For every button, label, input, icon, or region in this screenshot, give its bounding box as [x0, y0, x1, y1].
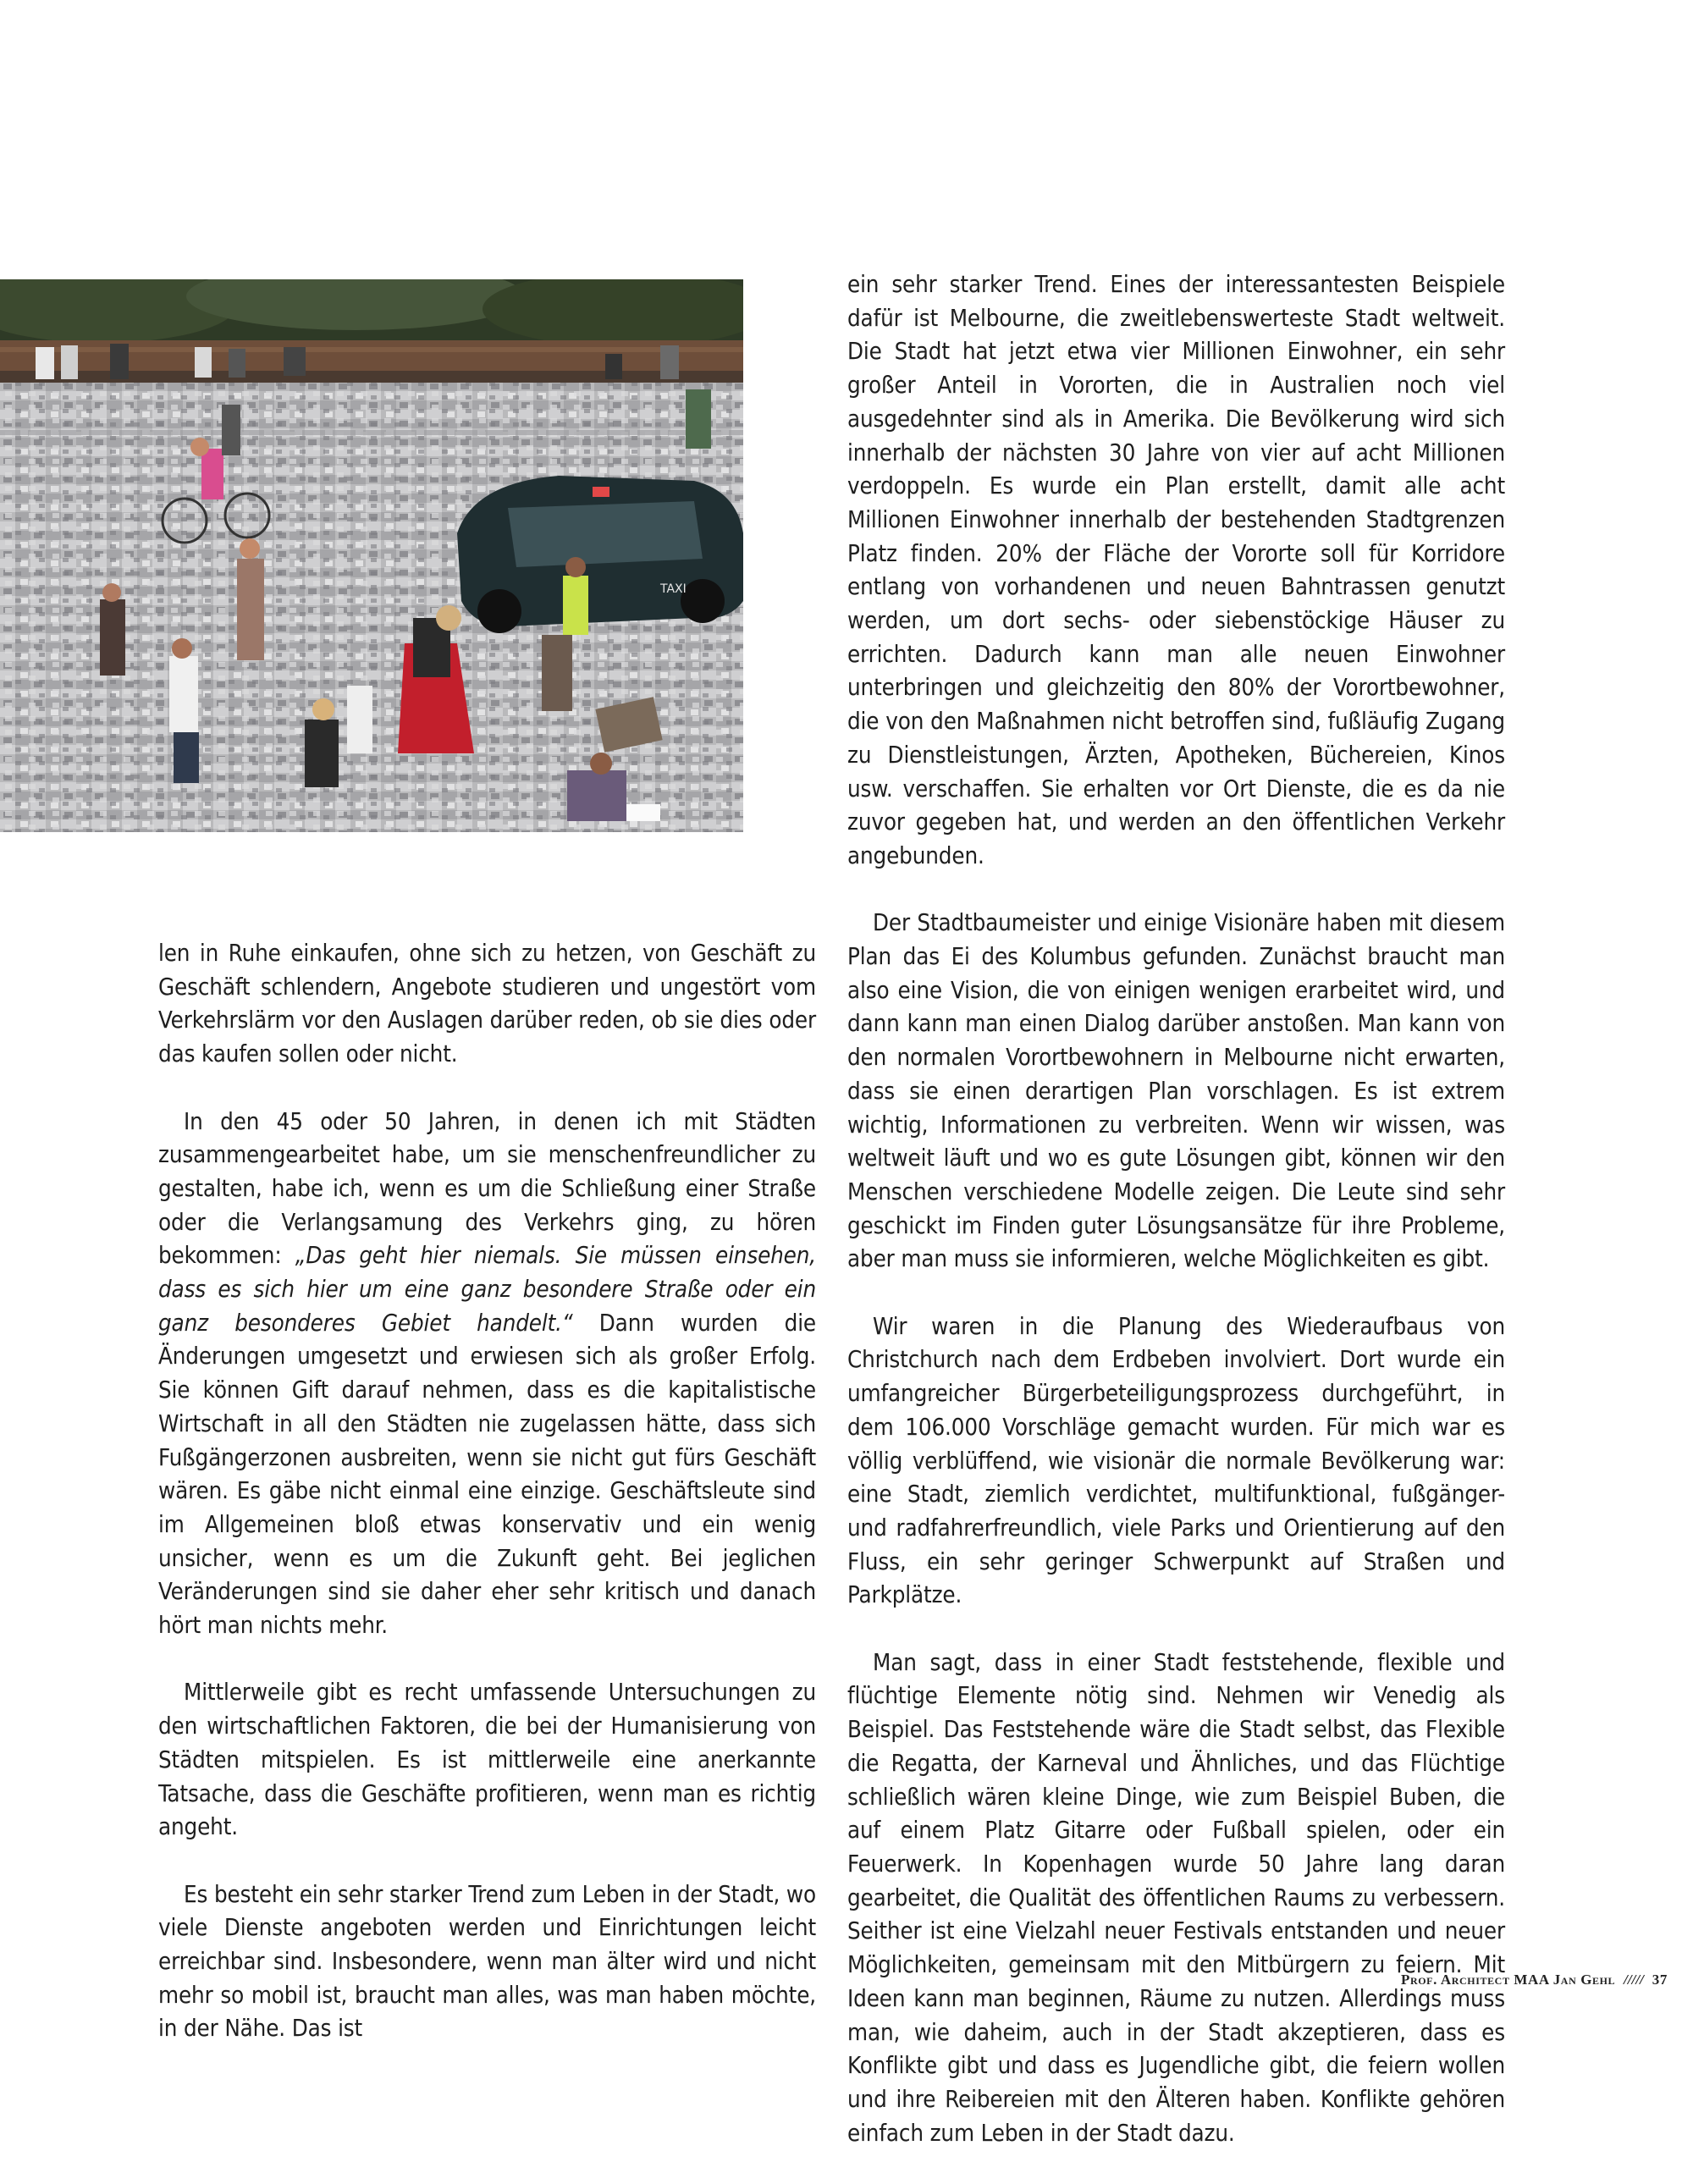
paragraph-text: Dann wurden die Änderungen umgesetzt und erwiesen sich als großer Erfolg. Sie können Gift darauf nehmen, dass es die kapitalistische Wirtschaft in all den Städten nie zugelassen hätte, dass sich Fußgängerzonen ausbreiten, wenn sie nicht gut fürs Geschäft wären. Es gäbe nicht einmal eine einzige. Geschäftsleute sind im Allgemeinen bloß etwas konservativ und ein wenig unsicher, wenn es um die Zukunft geht. Bei jeglichen Veränderungen sind sie daher eher sehr kritisch und danach hört man nichts mehr. — [158, 1309, 816, 1640]
running-head: Prof. Architect MAA Jan Gehl — [1400, 1972, 1616, 1988]
paragraph — [158, 1106, 816, 1643]
paragraph: len in Ruhe einkaufen, ohne sich zu hetzen, von Geschäft zu Geschäft schlendern, Angebote studieren und ungestört vom Verkehrslärm vor den Auslagen darüber reden, ob sie dies oder das kaufen sollen oder nicht. — [158, 940, 816, 1068]
paragraph-text: In den 45 oder 50 Jahren, in denen ich mit Städten zusammengearbeitet habe, um sie menschenfreundlicher zu gestalten, habe ich, wenn es um die Schließung einer Straße oder die Verlangsamung des Verkehrs ging, zu hören bekommen: — [158, 1107, 816, 1270]
street-photo — [0, 279, 743, 832]
taxi-sign: TAXI — [660, 582, 687, 596]
paragraph: Mittlerweile gibt es recht umfassende Untersuchungen zu den wirtschaftlichen Faktoren, die bei der Humanisierung von Städten mitspielen. Es ist mittlerweile eine anerkannte Tatsache, dass die Geschäfte profitieren, wenn man es richtig angeht. — [158, 1679, 816, 1841]
paragraph: Es besteht ein sehr starker Trend zum Leben in der Stadt, wo viele Dienste angeboten werden und Einrichtungen leicht erreichbar sind. Insbesondere, wenn man älter wird und nicht mehr so mobil ist, braucht man alles, was man haben möchte, in der Nähe. Das ist — [158, 1880, 816, 2043]
paragraph: Der Stadtbaumeister und einige Visionäre haben mit diesem Plan das Ei des Kolumbus gefunden. Zunächst braucht man also eine Vision, die von einigen wenigen erarbeitet wird, und dann kann man einen Dialog darüber anstoßen. Man kann von den normalen Vorortbewohnern in Melbourne nicht erwarten, dass sie einen derartigen Plan vorschlagen. Es ist extrem wichtig, Informationen zu verbreiten. Wenn wir wissen, was weltweit läuft und wo es gute Lösungen gibt, können wir den Menschen verschiedene Modelle zeigen. Die Leute sind sehr geschickt im Finden guter Lösungsansätze für ihre Probleme, aber man muss sie informieren, welche Möglichkeiten es gibt. — [847, 909, 1505, 1273]
paragraph: ein sehr starker Trend. Eines der interessantesten Beispiele dafür ist Melbourne, die zweitlebenswerteste Stadt weltweit. Die Stadt hat jetzt etwa vier Millionen Einwohner, ein sehr großer Anteil in Vororten, die in Australien noch viel ausgedehnter sind als in Amerika. Die Bevölkerung wird sich innerhalb der nächsten 30 Jahre von vier auf acht Millionen verdoppeln. Es wurde ein Plan erstellt, damit alle acht Millionen Einwohner innerhalb der bestehenden Stadtgrenzen Platz finden. 20% der Fläche der Vororte soll für Korridore entlang von vorhandenen und neuen Bahntrassen genutzt werden, um dort sechs- oder siebenstöckige Häuser zu errichten. Dadurch kann man alle neuen Einwohner unterbringen und gleichzeitig den 80% der Vorortbewohner, die von den Maßnahmen nicht betroffen sind, fußläufig Zugang zu Dienstleistungen, Ärzten, Apotheken, Büchereien, Kinos usw. verschaffen. Sie erhalten vor Ort Dienste, die es da nie zuvor gegeben hat, und werden an den öffentlichen Verkehr angebunden. — [847, 271, 1505, 869]
separator: ///// — [1624, 1972, 1644, 1988]
page-number: 37 — [1652, 1972, 1668, 1988]
taxi-car — [457, 476, 743, 633]
quote: „Das geht hier niemals. Sie müssen einsehen, dass es sich hier um eine ganz besondere Straße oder ein ganz besonderes Gebiet handelt.“ — [158, 1242, 816, 1337]
paragraph: Man sagt, dass in einer Stadt feststehende, flexible und flüchtige Elemente nötig sind. Nehmen wir Venedig als Beispiel. Das Feststehende wäre die Stadt selbst, das Flexible die Regatta, der Karneval und Ähnliches, und das Flüchtige schließlich wären kleine Dinge, wie zum Beispiel Buben, die auf einem Platz Gitarre oder Fußball spielen, oder ein Feuerwerk. In Kopenhagen wurde 50 Jahre lang daran gearbeitet, die Qualität des öffentlichen Raums zu verbessern. Seither ist eine Vielzahl neuer Festivals entstanden und neuer Möglichkeiten, gemeinsam mit den Mitbürgern zu feiern. Mit Ideen kann man beginnen, Räume zu nutzen. Allerdings muss man, wie daheim, auch in der Stadt akzeptieren, dass es Konflikte gibt und dass es Jugendliche gibt, die feiern wollen und ihre Reibereien mit den Älteren haben. Konflikte gehören einfach zum Leben in der Stadt dazu. — [847, 1648, 1505, 2147]
right-text-column — [847, 268, 1505, 2184]
left-text-column — [158, 937, 816, 2080]
paragraph: Wir waren in die Planung des Wiederaufbaus von Christchurch nach dem Erdbeben involviert. Dort wurde ein umfangreicher Bürgerbeteiligungsprozess durchgeführt, in dem 106.000 Vorschläge gemacht wurden. Für mich war es völlig verblüffend, wie visionär die normale Bevölkerung war: eine Stadt, ziemlich verdichtet, multifunktional, fußgänger- und radfahrerfreundlich, viele Parks und Orientierung auf den Fluss, ein sehr geringer Schwerpunkt auf Straßen und Parkplätze. — [847, 1312, 1505, 1609]
page-footer — [1401, 1972, 1668, 1987]
